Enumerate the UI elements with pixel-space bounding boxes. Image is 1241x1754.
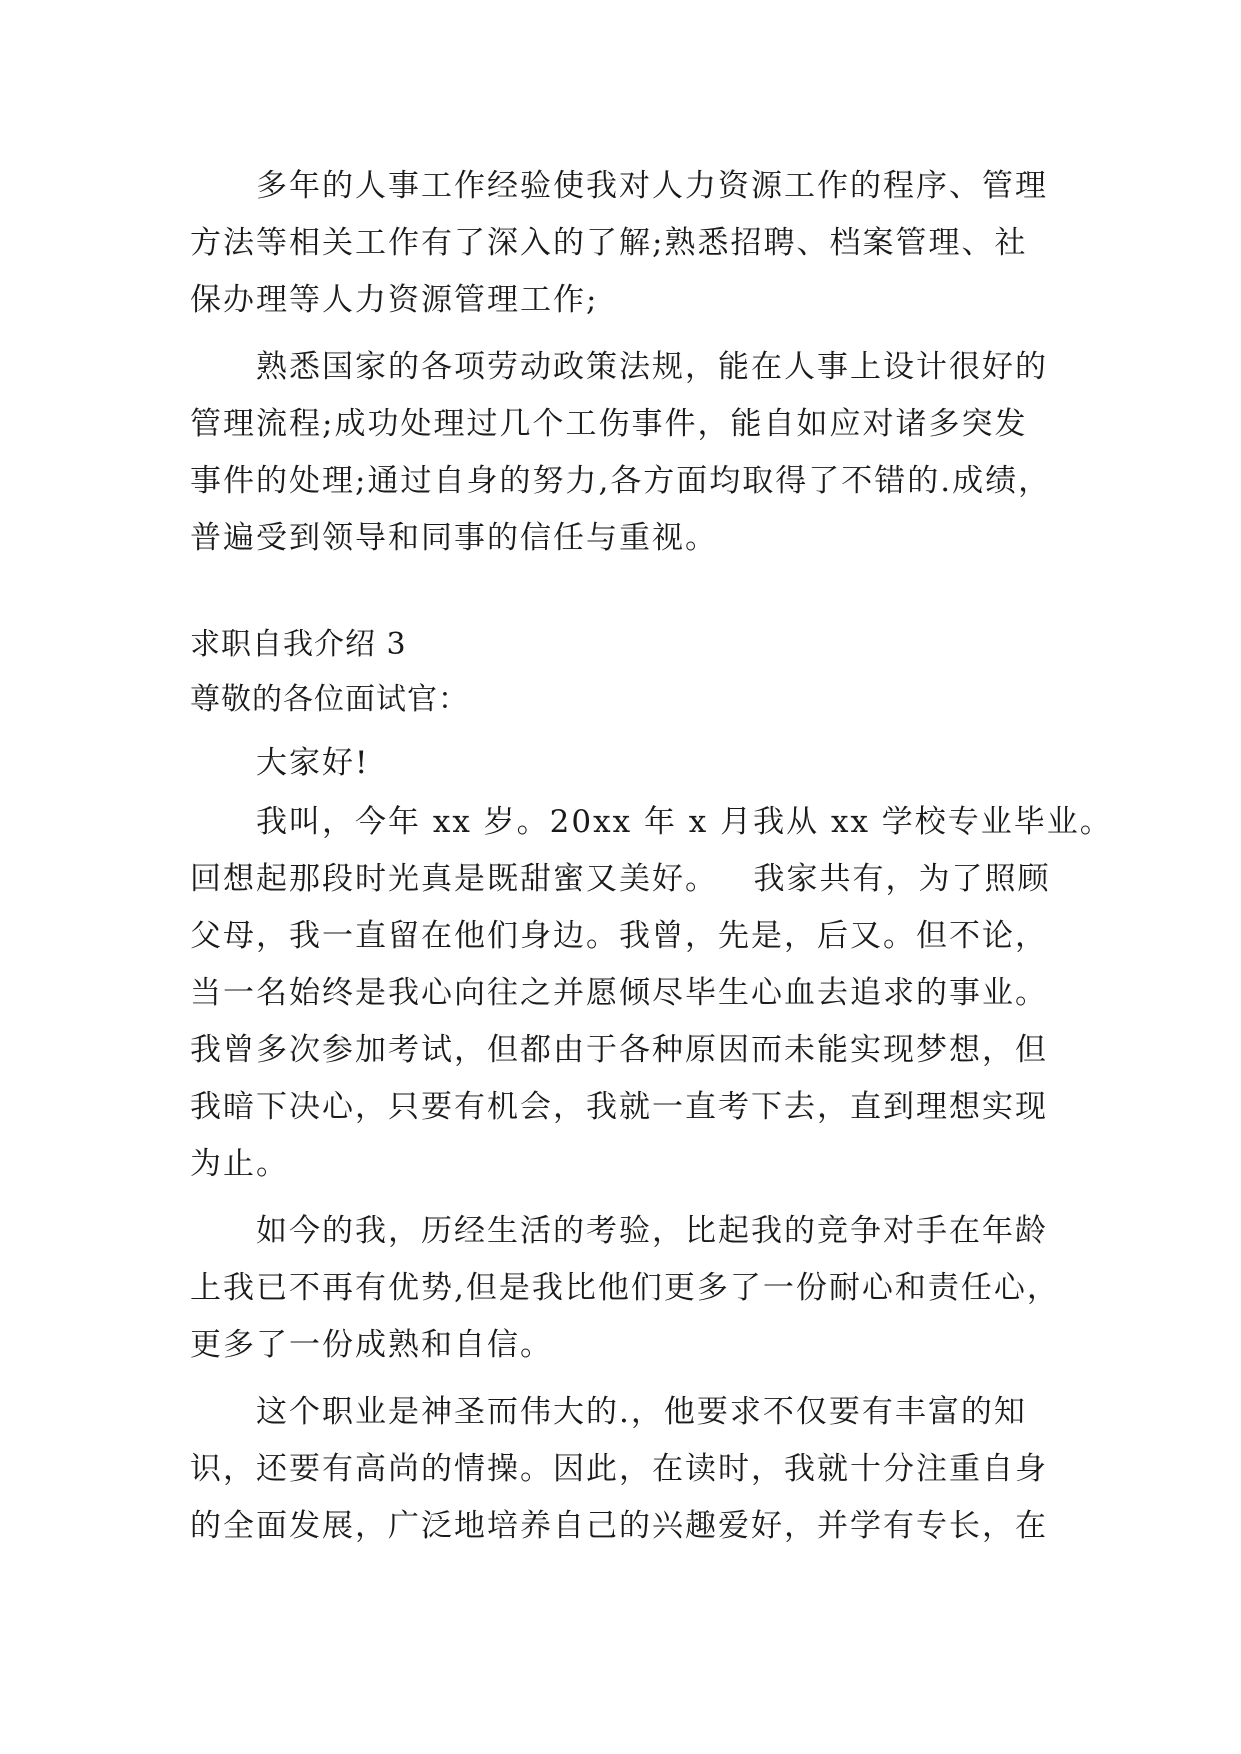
greeting: 大家好!: [256, 745, 370, 781]
paragraph-3-line-3: 父母，我一直留在他们身边。我曾，先是，后又。但不论，: [190, 918, 1048, 954]
paragraph-3-line-5: 我曾多次参加考试，但都由于各种原因而未能实现梦想，但: [190, 1032, 1048, 1068]
paragraph-1-line-2: 方法等相关工作有了深入的了解;熟悉招聘、档案管理、社: [190, 225, 1028, 261]
paragraph-2-line-4: 普遍受到领导和同事的信任与重视。: [190, 520, 718, 556]
paragraph-2-line-3: 事件的处理;通过自身的努力,各方面均取得了不错的.成绩，: [190, 463, 1052, 499]
paragraph-2-line-1: 熟悉国家的各项劳动政策法规，能在人事上设计很好的: [256, 349, 1048, 385]
paragraph-5-line-2: 识，还要有高尚的情操。因此，在读时，我就十分注重自身: [190, 1451, 1048, 1487]
paragraph-3-line-7: 为止。: [190, 1146, 289, 1182]
paragraph-3-line-4: 当一名始终是我心向往之并愿倾尽毕生心血去追求的事业。: [190, 975, 1048, 1011]
paragraph-1-line-1: 多年的人事工作经验使我对人力资源工作的程序、管理: [256, 168, 1048, 204]
paragraph-3-line-2: 回想起那段时光真是既甜蜜又美好。 我家共有，为了照顾: [190, 861, 1051, 897]
salutation: 尊敬的各位面试官：: [190, 682, 469, 717]
paragraph-5-line-3: 的全面发展，广泛地培养自己的兴趣爱好，并学有专长，在: [190, 1508, 1048, 1544]
paragraph-2-line-2: 管理流程;成功处理过几个工伤事件，能自如应对诸多突发: [190, 406, 1028, 442]
paragraph-5-line-1: 这个职业是神圣而伟大的.，他要求不仅要有丰富的知: [256, 1394, 1027, 1430]
paragraph-3-line-1: 我叫，今年 xx 岁。20xx 年 x 月我从 xx 学校专业毕业。: [256, 804, 1113, 840]
paragraph-1-line-3: 保办理等人力资源管理工作;: [190, 282, 599, 318]
paragraph-4-line-2: 上我已不再有优势,但是我比他们更多了一份耐心和责任心，: [190, 1270, 1060, 1306]
paragraph-4-line-3: 更多了一份成熟和自信。: [190, 1327, 553, 1363]
section-title: 求职自我介绍 3: [190, 627, 407, 662]
paragraph-3-line-6: 我暗下决心，只要有机会，我就一直考下去，直到理想实现: [190, 1089, 1048, 1125]
paragraph-4-line-1: 如今的我，历经生活的考验，比起我的竞争对手在年龄: [256, 1213, 1048, 1249]
